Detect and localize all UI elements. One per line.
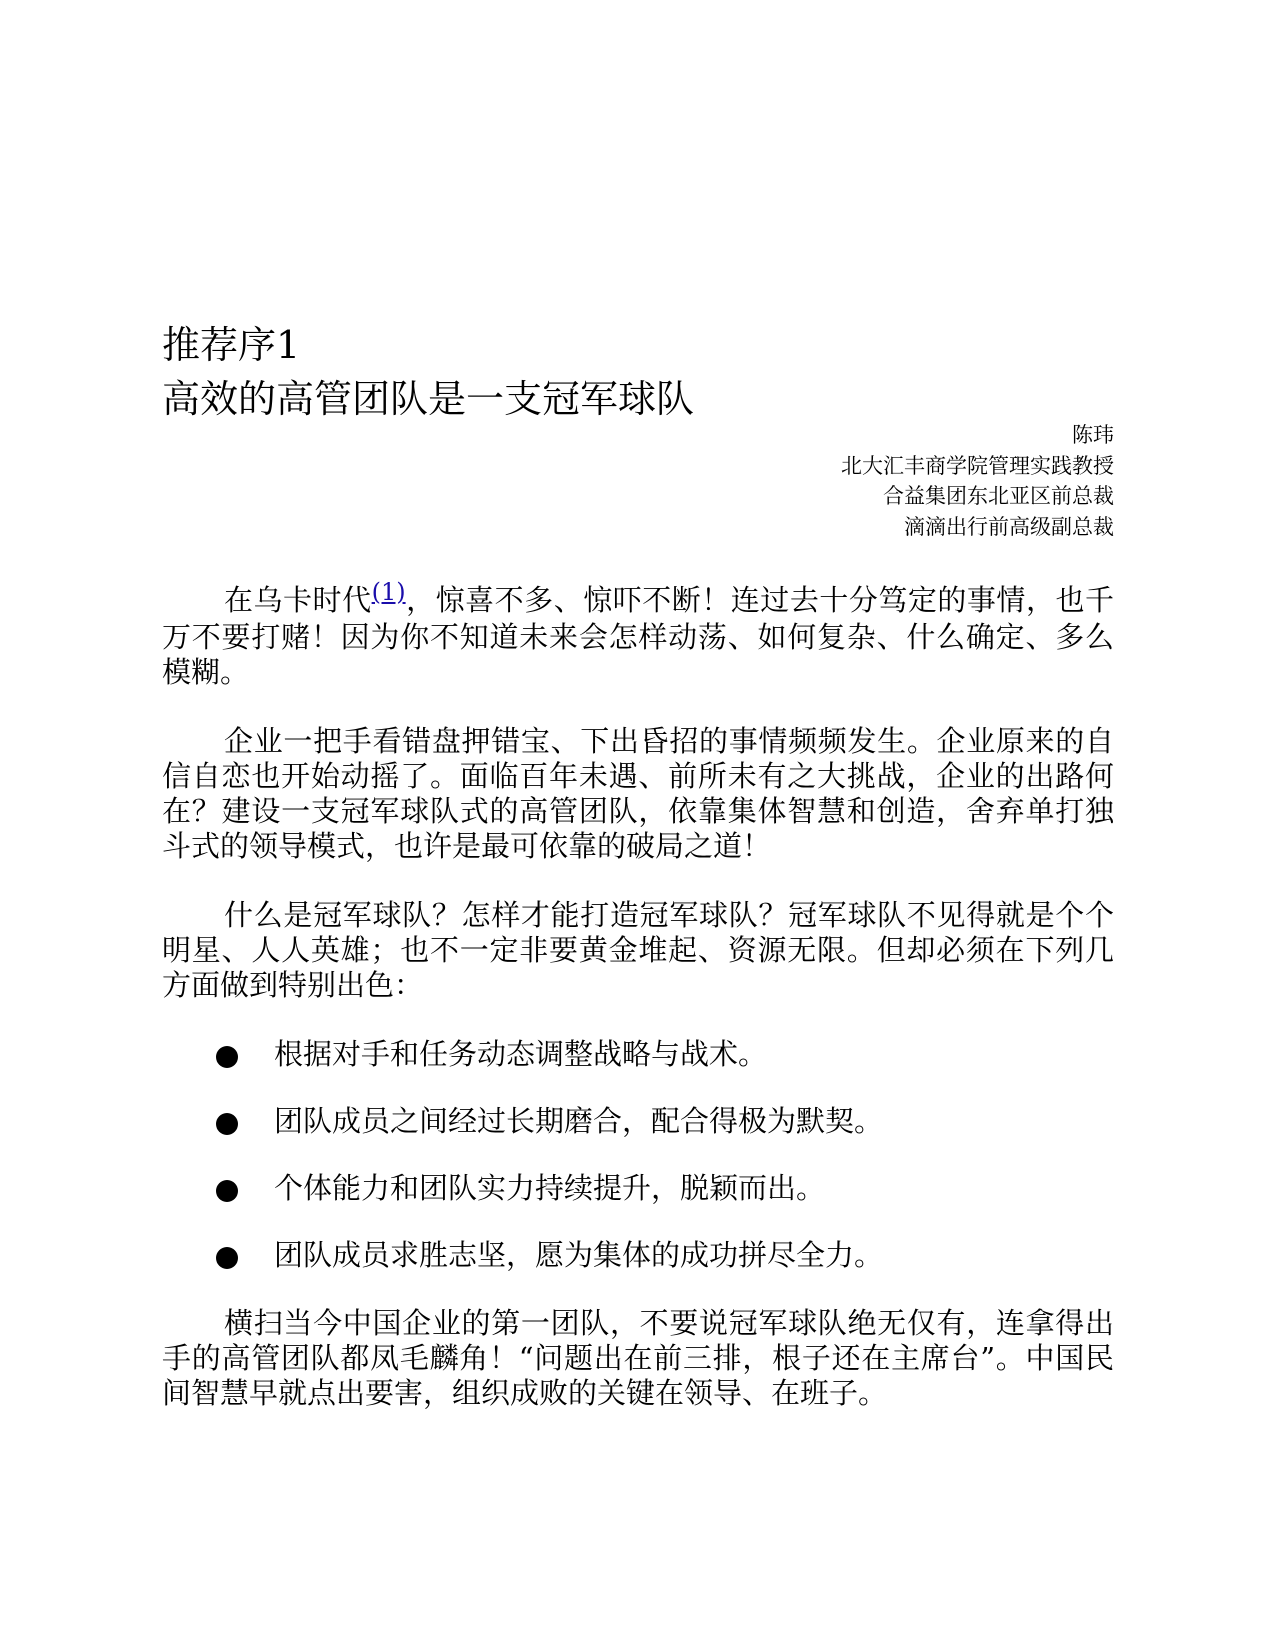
document-page bbox=[162, 0, 1114, 1651]
bullet-icon bbox=[216, 1113, 238, 1135]
author-affiliation: 合益集团东北亚区前总裁 bbox=[883, 484, 1114, 508]
paragraph-2: 企业一把手看错盘押错宝、下出昏招的事情频频发生。企业原来的自信自恋也开始动摇了。面临百年未遇、前所未有之大挑战，企业的出路何在？建设一支冠军球队式的高管团队，依靠集体智慧和创造，舍弃单打独斗式的领导模式，也许是最可依靠的破局之道！ bbox=[162, 724, 1114, 863]
list-item-text: 团队成员求胜志坚，愿为集体的成功拼尽全力。 bbox=[274, 1238, 884, 1272]
author-affiliation: 滴滴出行前高级副总裁 bbox=[904, 514, 1114, 539]
paragraph-1 bbox=[162, 578, 1114, 690]
title-line-2: 高效的高管团队是一支冠军球队 bbox=[162, 377, 695, 421]
title-line-1: 推荐序1 bbox=[162, 323, 301, 367]
body-text bbox=[162, 578, 1114, 1411]
list-item-text: 个体能力和团队实力持续提升，脱颖而出。 bbox=[274, 1171, 826, 1205]
list-item-text: 团队成员之间经过长期磨合，配合得极为默契。 bbox=[274, 1104, 884, 1138]
list-item bbox=[162, 1171, 1114, 1206]
paragraph-3: 什么是冠军球队？怎样才能打造冠军球队？冠军球队不见得就是个个明星、人人英雄；也不一定非要黄金堆起、资源无限。但却必须在下列几方面做到特别出色： bbox=[162, 898, 1114, 1002]
paragraph-text: ，惊喜不多、惊吓不断！连过去十分笃定的事情，也千万不要打赌！因为你不知道未来会怎样动荡、如何复杂、什么确定、多么模糊。 bbox=[162, 583, 1114, 689]
list-item bbox=[162, 1104, 1114, 1139]
list-item-text: 根据对手和任务动态调整战略与战术。 bbox=[274, 1037, 768, 1071]
author-byline bbox=[841, 420, 1114, 542]
list-item bbox=[162, 1037, 1114, 1072]
paragraph-4: 横扫当今中国企业的第一团队，不要说冠军球队绝无仅有，连拿得出手的高管团队都凤毛麟角！“问题出在前三排，根子还在主席台”。中国民间智慧早就点出要害，组织成败的关键在领导、在班子。 bbox=[162, 1306, 1114, 1410]
paragraph-text: 在乌卡时代 bbox=[224, 583, 372, 617]
bullet-icon bbox=[216, 1180, 238, 1202]
footnote-link[interactable]: (1) bbox=[371, 578, 406, 606]
chapter-title bbox=[162, 318, 1114, 426]
bullet-icon bbox=[216, 1247, 238, 1269]
bullet-list bbox=[162, 1037, 1114, 1273]
author-affiliation: 北大汇丰商学院管理实践教授 bbox=[841, 453, 1114, 478]
bullet-icon bbox=[216, 1046, 238, 1068]
author-name: 陈玮 bbox=[1072, 423, 1114, 447]
list-item bbox=[162, 1238, 1114, 1273]
